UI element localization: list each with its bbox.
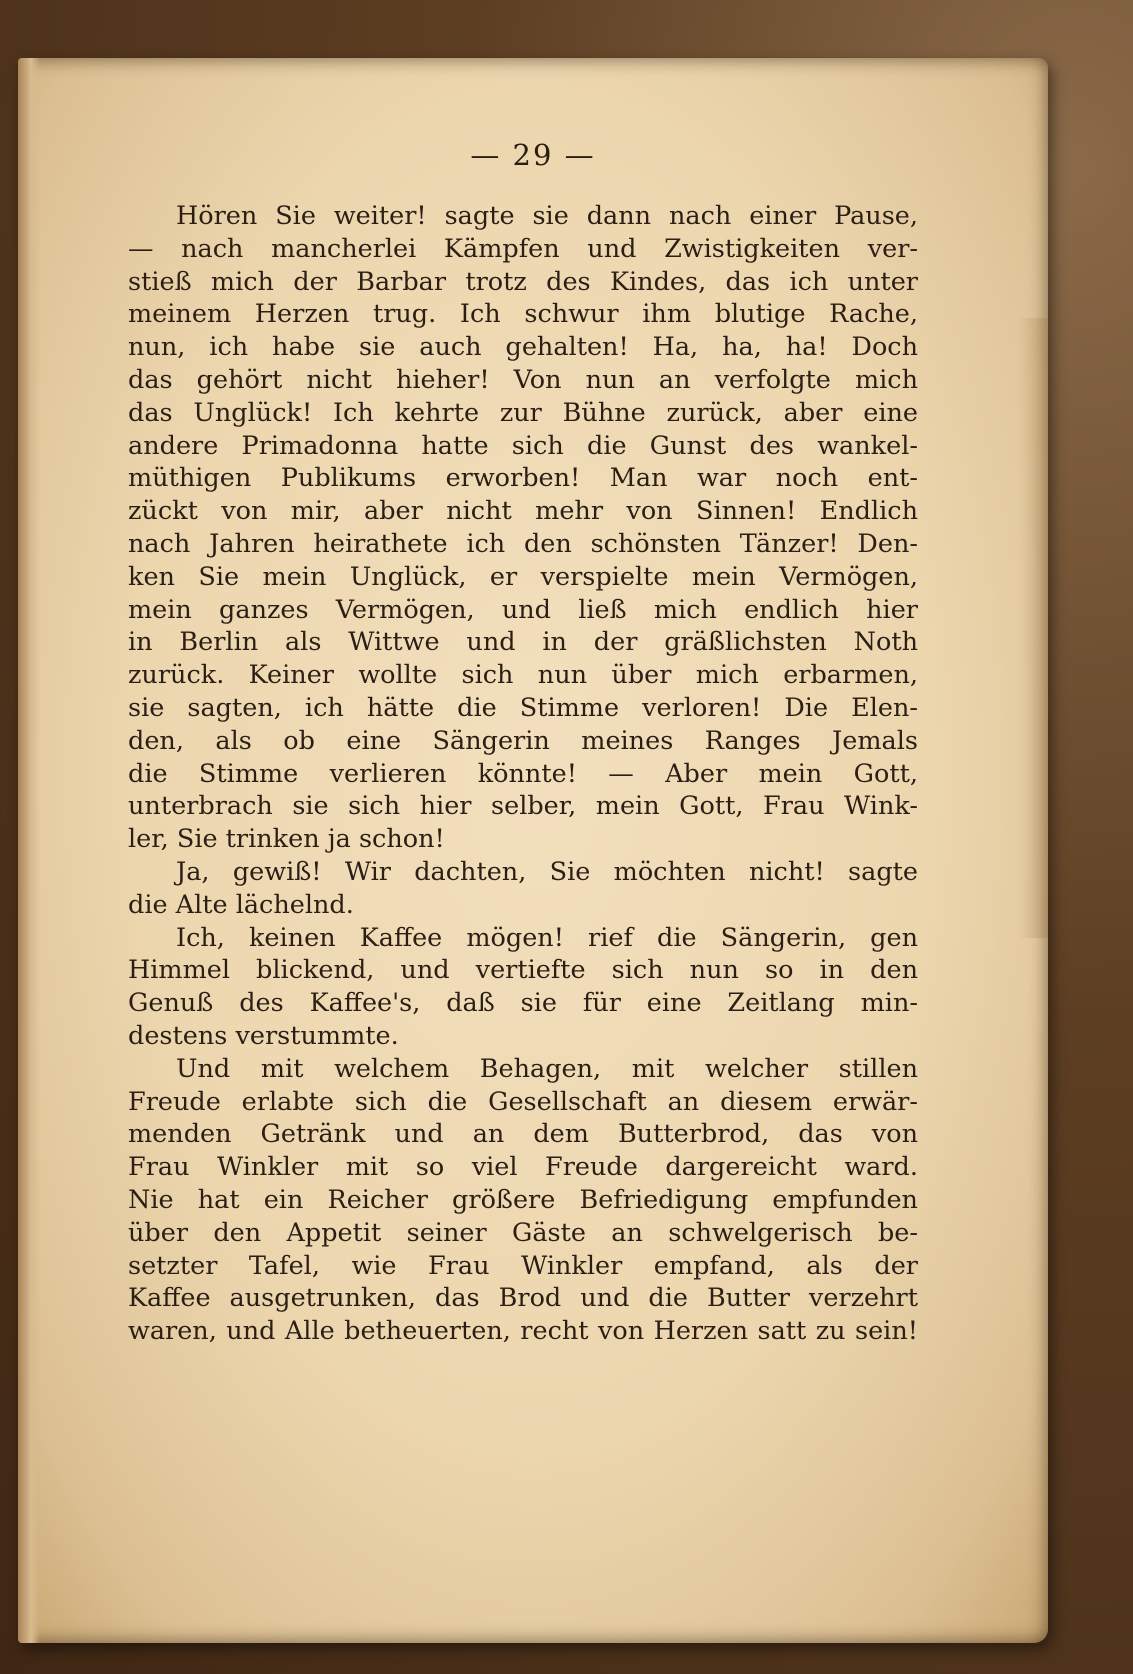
text-line: setzter Tafel, wie Frau Winkler empfand, als der [128,1250,918,1281]
text-line: andere Primadonna hatte sich die Gunst des wankel- [128,430,918,461]
page-gutter [18,58,40,1643]
text-line: in Berlin als Wittwe und in der gräßlichsten Noth [128,627,918,658]
text-line: zurück. Keiner wollte sich nun über mich erbarmen, [128,660,918,691]
text-line: Hören Sie weiter! sagte sie dann nach einer Pause, [176,201,918,231]
text-line: zückt von mir, aber nicht mehr von Sinnen! Endlich [128,496,918,527]
text-line: den, als ob eine Sängerin meines Ranges Jemals [128,725,918,756]
text-line: die Alte lächelnd. [128,889,354,920]
text-line: meinem Herzen trug. Ich schwur ihm blutige Rache, [128,299,918,330]
text-line: Und mit welchem Behagen, mit welcher stillen [176,1053,918,1084]
text-line: Genuß des Kaffee's, daß sie für eine Zeitlang min- [128,988,918,1019]
text-line: waren, und Alle betheuerten, recht von Herzen satt zu sein! [128,1316,918,1347]
text-line: nun, ich habe sie auch gehalten! Ha, ha, ha! Doch [128,332,918,363]
text-line: die Stimme verlieren könnte! — Aber mein Gott, [128,758,918,789]
text-line: menden Getränk und an dem Butterbrod, das von [128,1119,918,1150]
text-line: Nie hat ein Reicher größere Befriedigung empfunden [128,1184,918,1215]
text-line: Freude erlabte sich die Gesellschaft an diesem erwär- [128,1086,918,1117]
text-line: stieß mich der Barbar trotz des Kindes, das ich unter [128,266,918,297]
text-line: Frau Winkler mit so viel Freude dargereicht ward. [128,1152,918,1183]
text-line: über den Appetit seiner Gäste an schwelgerisch be- [128,1217,918,1248]
text-line: unterbrach sie sich hier selber, mein Gott, Frau Wink- [128,791,918,822]
text-line: Kaffee ausgetrunken, das Brod und die Butter verzehrt [128,1283,918,1314]
text-line: Ja, gewiß! Wir dachten, Sie möchten nicht! sagte [176,856,918,887]
text-line: — nach mancherlei Kämpfen und Zwistigkeiten ver- [128,233,918,264]
text-line: mein ganzes Vermögen, und ließ mich endlich hier [128,594,918,625]
text-line: müthigen Publikums erworben! Man war noch ent- [128,463,918,494]
page-number: — 29 — [470,138,596,172]
text-line: Himmel blickend, und vertiefte sich nun so in den [128,955,918,986]
text-line: destens verstummte. [128,1020,399,1051]
page-edge-stain [1018,318,1048,938]
text-line: nach Jahren heirathete ich den schönsten Tänzer! Den- [128,528,918,559]
body-text [128,200,918,1348]
text-line: das gehört nicht hieher! Von nun an verfolgte mich [128,364,918,395]
text-line: ken Sie mein Unglück, er verspielte mein Vermögen, [128,561,918,592]
text-line: ler, Sie trinken ja schon! [128,824,445,855]
text-line: sie sagten, ich hätte die Stimme verloren! Die Elen- [128,692,918,723]
text-line: das Unglück! Ich kehrte zur Bühne zurück, aber eine [128,397,918,428]
text-line: Ich, keinen Kaffee mögen! rief die Sängerin, gen [176,922,918,953]
book-page [18,58,1048,1643]
